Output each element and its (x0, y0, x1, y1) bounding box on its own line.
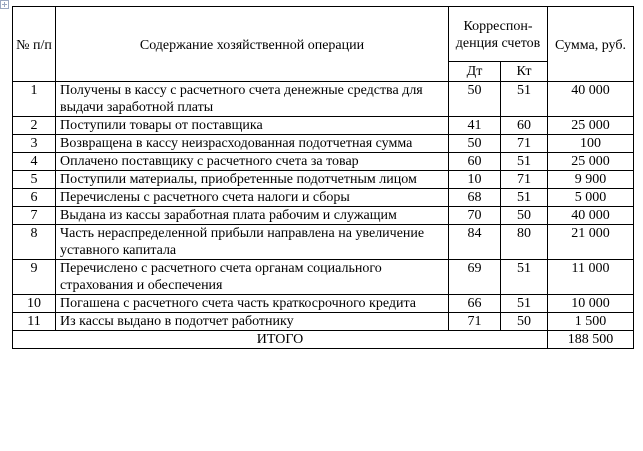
debit-account: 69 (449, 260, 501, 295)
debit-account: 71 (449, 313, 501, 331)
operation-text: Выдана из кассы заработная плата рабочим и служащим (56, 207, 449, 225)
credit-account: 50 (501, 313, 548, 331)
table-row (13, 135, 634, 153)
row-number: 7 (13, 207, 56, 225)
header-num: № п/п (13, 7, 56, 82)
operation-text: Поступили материалы, приобретенные подотчетным лицом (56, 171, 449, 189)
row-number: 5 (13, 171, 56, 189)
amount: 40 000 (548, 82, 634, 117)
amount: 1 500 (548, 313, 634, 331)
total-label: ИТОГО (13, 331, 548, 349)
header-debit: Дт (449, 62, 501, 82)
amount: 25 000 (548, 117, 634, 135)
operation-text: Перечислено с расчетного счета органам социального страхования и обеспечения (56, 260, 449, 295)
header-sum: Сумма, руб. (548, 7, 634, 82)
amount: 9 900 (548, 171, 634, 189)
table-row (13, 171, 634, 189)
debit-account: 66 (449, 295, 501, 313)
operation-text: Часть нераспределенной прибыли направлена на увеличение уставного капитала (56, 225, 449, 260)
table-row (13, 295, 634, 313)
row-number: 3 (13, 135, 56, 153)
table-row (13, 82, 634, 117)
amount: 40 000 (548, 207, 634, 225)
credit-account: 51 (501, 260, 548, 295)
credit-account: 60 (501, 117, 548, 135)
debit-account: 68 (449, 189, 501, 207)
credit-account: 51 (501, 295, 548, 313)
debit-account: 60 (449, 153, 501, 171)
credit-account: 71 (501, 171, 548, 189)
operation-text: Получены в кассу с расчетного счета денежные средства для выдачи заработной платы (56, 82, 449, 117)
credit-account: 51 (501, 153, 548, 171)
table-move-handle-icon[interactable] (0, 0, 9, 9)
operation-text: Из кассы выдано в подотчет работнику (56, 313, 449, 331)
table-row (13, 225, 634, 260)
debit-account: 41 (449, 117, 501, 135)
row-number: 9 (13, 260, 56, 295)
row-number: 11 (13, 313, 56, 331)
row-number: 10 (13, 295, 56, 313)
row-number: 6 (13, 189, 56, 207)
total-sum: 188 500 (548, 331, 634, 349)
operation-text: Оплачено поставщику с расчетного счета за товар (56, 153, 449, 171)
amount: 11 000 (548, 260, 634, 295)
row-number: 2 (13, 117, 56, 135)
amount: 100 (548, 135, 634, 153)
header-correspondence: Корреспон-денция счетов (449, 7, 548, 62)
header-content: Содержание хозяйственной операции (56, 7, 449, 82)
row-number: 1 (13, 82, 56, 117)
debit-account: 10 (449, 171, 501, 189)
credit-account: 51 (501, 189, 548, 207)
table-row (13, 313, 634, 331)
debit-account: 84 (449, 225, 501, 260)
amount: 10 000 (548, 295, 634, 313)
credit-account: 71 (501, 135, 548, 153)
table-row (13, 207, 634, 225)
operation-text: Перечислены с расчетного счета налоги и сборы (56, 189, 449, 207)
row-number: 4 (13, 153, 56, 171)
operation-text: Возвращена в кассу неизрасходованная подотчетная сумма (56, 135, 449, 153)
operation-text: Поступили товары от поставщика (56, 117, 449, 135)
header-credit: Кт (501, 62, 548, 82)
debit-account: 50 (449, 82, 501, 117)
credit-account: 51 (501, 82, 548, 117)
operations-table (12, 6, 634, 349)
debit-account: 70 (449, 207, 501, 225)
table-row (13, 117, 634, 135)
row-number: 8 (13, 225, 56, 260)
debit-account: 50 (449, 135, 501, 153)
credit-account: 80 (501, 225, 548, 260)
table-row (13, 153, 634, 171)
amount: 5 000 (548, 189, 634, 207)
amount: 25 000 (548, 153, 634, 171)
table-row (13, 189, 634, 207)
amount: 21 000 (548, 225, 634, 260)
table-row (13, 260, 634, 295)
credit-account: 50 (501, 207, 548, 225)
operation-text: Погашена с расчетного счета часть краткосрочного кредита (56, 295, 449, 313)
